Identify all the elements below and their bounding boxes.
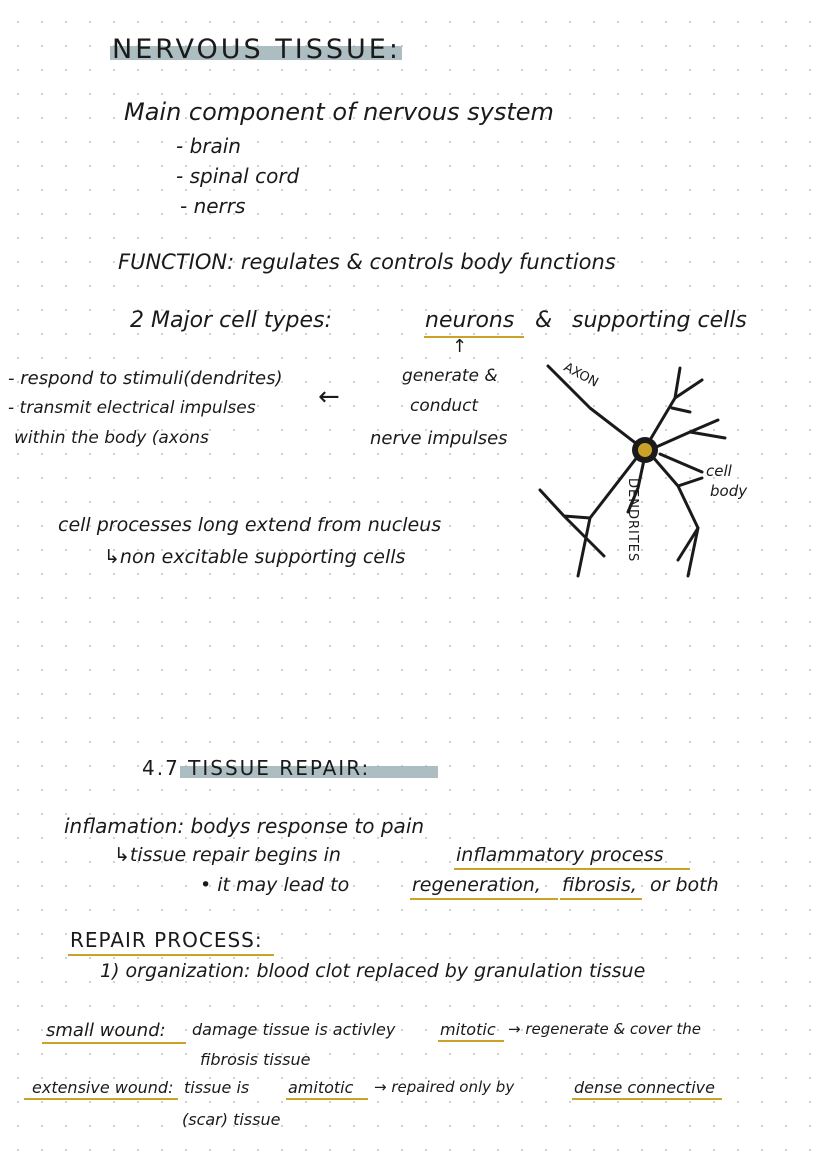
main-component-text: Main component of nervous system — [124, 98, 554, 126]
left-arrow: ← — [318, 382, 340, 412]
cell-types-supporting: supporting cells — [572, 308, 747, 333]
extensive-wound-text-a: tissue is — [184, 1078, 250, 1097]
up-arrow: ↑ — [452, 336, 468, 357]
generate-line3: nerve impulses — [370, 428, 508, 449]
lead-suffix: or both — [650, 874, 719, 896]
generate-line1: generate & — [402, 366, 498, 386]
repair-process-title: REPAIR PROCESS: — [70, 928, 263, 952]
cell-body-pointer — [660, 454, 702, 472]
extensive-wound-line2: (scar) tissue — [182, 1110, 281, 1129]
repair-begins-prefix: ↳tissue repair begins in — [114, 844, 341, 866]
small-wound-label: small wound: — [46, 1020, 166, 1041]
generate-line2: conduct — [410, 396, 479, 416]
page-title: NERVOUS TISSUE: — [112, 34, 401, 65]
neuron-diagram — [520, 348, 780, 588]
fibrosis-underline — [560, 898, 642, 900]
small-wound-line2: fibrosis tissue — [200, 1050, 311, 1069]
regeneration-underline — [410, 898, 558, 900]
cell-body-label-1: cell — [706, 462, 732, 480]
extensive-wound-label: extensive wound: — [32, 1078, 174, 1097]
role-transmit: - transmit electrical impulses — [8, 398, 256, 418]
neurons-underline — [424, 336, 524, 338]
repair-process-underline — [68, 954, 274, 956]
organization-text: 1) organization: blood clot replaced by granulation tissue — [100, 960, 646, 982]
extensive-wound-text-b: → repaired only by — [374, 1078, 515, 1096]
dense-underline — [572, 1098, 722, 1100]
part-brain: - brain — [176, 134, 241, 158]
dendrite-lower-right — [652, 456, 702, 576]
role-respond: - respond to stimuli(dendrites) — [8, 368, 283, 389]
small-wound-text-b: → regenerate & cover the — [508, 1020, 702, 1038]
processes-line1: cell processes long extend from nucleus — [58, 514, 442, 536]
axon-label: AXON — [560, 360, 601, 391]
repair-title: 4.7 TISSUE REPAIR: — [142, 756, 371, 780]
cell-types-neurons: neurons — [425, 308, 515, 333]
part-spinal-cord: - spinal cord — [176, 164, 300, 188]
dendrite-right — [654, 420, 725, 448]
extensive-wound-amitotic: amitotic — [288, 1078, 354, 1097]
role-within: within the body (axons — [14, 428, 209, 448]
inflammatory-underline — [454, 868, 690, 870]
function-text: FUNCTION: regulates & controls body functions — [118, 250, 616, 274]
lead-fibrosis: fibrosis, — [562, 874, 637, 896]
dendrites-label: DENDRITES — [625, 478, 640, 563]
lead-regeneration: regeneration, — [412, 874, 541, 896]
small-wound-text-a: damage tissue is activley — [192, 1020, 396, 1039]
cell-body-label-2: body — [710, 482, 748, 500]
mitotic-underline — [438, 1040, 504, 1042]
amitotic-underline — [286, 1098, 368, 1100]
small-wound-mitotic: mitotic — [440, 1020, 496, 1039]
part-nerves: - nerrs — [180, 194, 246, 218]
extensive-wound-underline — [24, 1098, 178, 1100]
cell-types-amp: & — [535, 308, 553, 333]
nucleus — [638, 443, 652, 457]
inflammatory-process: inflammatory process — [456, 844, 664, 866]
small-wound-underline — [42, 1042, 186, 1044]
processes-line2: ↳non excitable supporting cells — [104, 546, 406, 568]
inflammation-text: inflamation: bodys response to pain — [64, 814, 425, 838]
lead-prefix: • it may lead to — [200, 874, 350, 896]
dendrite-lower-left — [540, 456, 638, 576]
cell-types-prefix: 2 Major cell types: — [130, 308, 332, 333]
extensive-wound-dense: dense connective — [574, 1078, 715, 1097]
